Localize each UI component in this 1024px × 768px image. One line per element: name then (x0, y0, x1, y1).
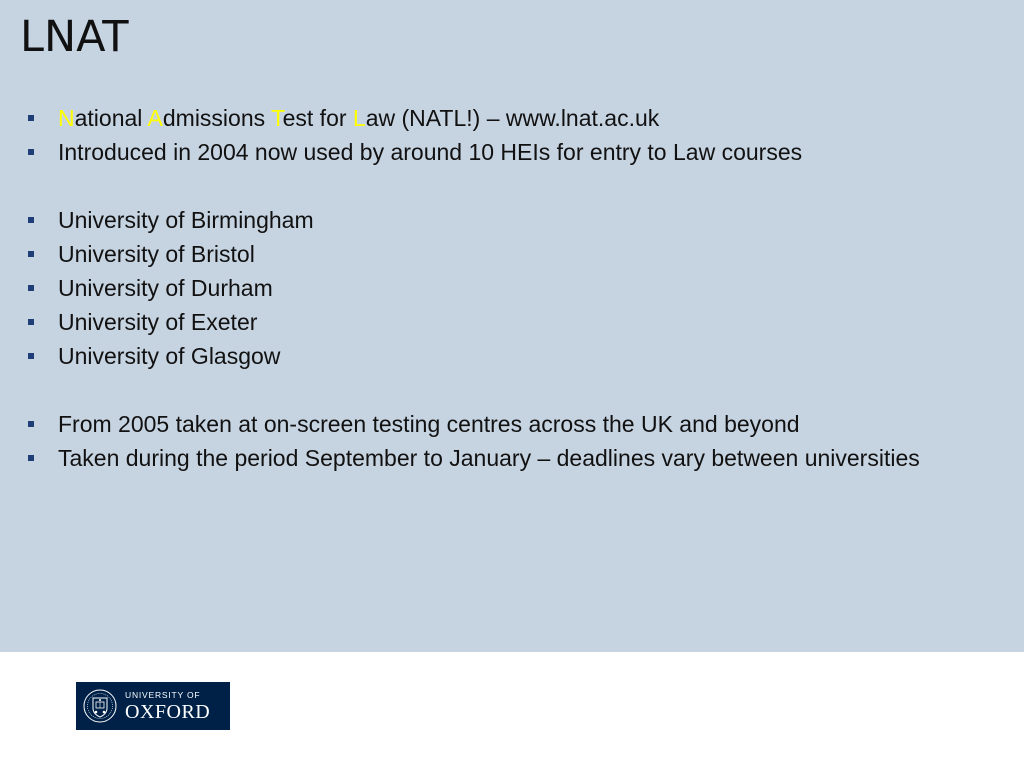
bullet-marker-icon (28, 251, 34, 257)
university-item (28, 237, 988, 271)
university-label: University of Exeter (58, 309, 258, 335)
introduced-text: Introduced in 2004 now used by around 10 HEIs for entry to Law courses (58, 139, 803, 165)
note-text: From 2005 taken at on-screen testing centres across the UK and beyond (58, 411, 800, 437)
bullet-note (28, 441, 988, 475)
intro-initial-n: N (58, 105, 75, 131)
note-text: Taken during the period September to January – deadlines vary between universities (58, 445, 920, 471)
university-label: University of Durham (58, 275, 273, 301)
intro-initial-l: L (352, 105, 366, 131)
oxford-logo (76, 682, 230, 730)
oxford-crest-icon (83, 689, 117, 723)
university-label: University of Glasgow (58, 343, 281, 369)
bullet-intro (28, 101, 988, 135)
university-label: University of Bristol (58, 241, 255, 267)
university-item (28, 203, 988, 237)
bullet-list (28, 101, 988, 475)
logo-university-of: UNIVERSITY OF (125, 689, 201, 700)
slide-title: LNAT (20, 12, 129, 62)
intro-rest-admissions: dmissions (162, 105, 272, 131)
bullet-marker-icon (28, 455, 34, 461)
intro-initial-a: A (147, 105, 163, 131)
bullet-note (28, 407, 988, 441)
bullet-marker-icon (28, 421, 34, 427)
intro-rest-law: aw (NATL!) – www.lnat.ac.uk (365, 105, 660, 131)
list-spacer (28, 169, 988, 203)
university-item (28, 305, 988, 339)
list-spacer (28, 373, 988, 407)
intro-rest-national: ational (74, 105, 148, 131)
oxford-logo-words (125, 690, 210, 723)
bullet-marker-icon (28, 115, 34, 121)
bullet-marker-icon (28, 149, 34, 155)
bullet-marker-icon (28, 353, 34, 359)
university-item (28, 339, 988, 373)
university-label: University of Birmingham (58, 207, 314, 233)
bullet-marker-icon (28, 319, 34, 325)
bullet-marker-icon (28, 285, 34, 291)
university-item (28, 271, 988, 305)
intro-rest-test: est for (282, 105, 353, 131)
intro-initial-t: T (271, 105, 283, 131)
logo-oxford: OXFORD (125, 700, 211, 723)
bullet-introduced (28, 135, 988, 169)
bullet-marker-icon (28, 217, 34, 223)
